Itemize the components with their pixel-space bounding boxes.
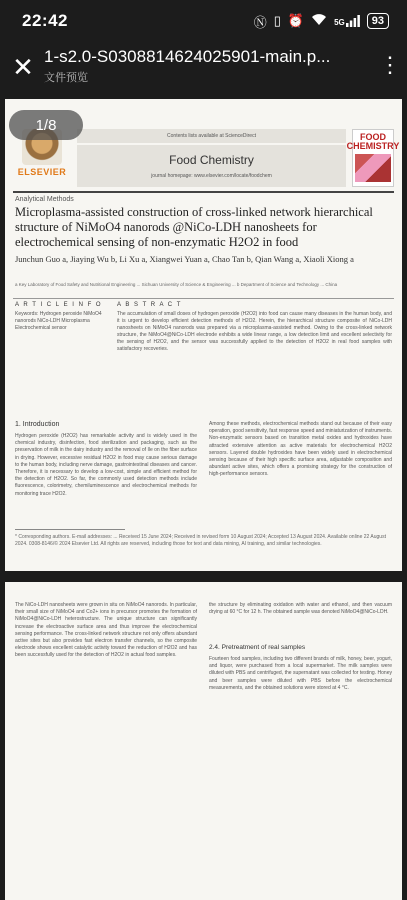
status-bar	[0, 0, 407, 42]
wifi-icon	[311, 14, 327, 29]
cover-title: FOOD CHEMISTRY	[346, 132, 400, 151]
article-info-heading: A R T I C L E I N F O	[15, 302, 103, 308]
abstract-heading: A B S T R A C T	[117, 302, 182, 308]
page2-right-column-2: Fourteen food samples, including two different brands of milk, honey, beer, yogurt, and liquor, were purchased from a local supermarket. The milk samples were diluted with PBS and centrifuged, the supernatant was collected for testing. Honey and beer samples were diluted with PBS before the electrochemical measurements, and the obtained solutions were stored at 4 °C.	[209, 656, 392, 691]
signal-5g-icon	[334, 15, 360, 27]
journal-box	[77, 129, 346, 187]
file-title: 1-s2.0-S0308814624025901-main.p...	[44, 47, 331, 66]
file-subtitle: 文件预览	[44, 72, 88, 84]
journal-homepage[interactable]: journal homepage: www.elsevier.com/locate/foodchem	[151, 173, 272, 179]
more-options-icon[interactable]: ⋮	[379, 52, 401, 77]
status-icons	[254, 12, 389, 31]
affiliations: a Key Laboratory of Food Safety and Nutritional Engineering ... Sichuan University of Science & Engineering ... b Department of Science and Technology ... China	[15, 282, 338, 287]
abstract-text: The accumulation of small doses of hydrogen peroxide (H2O2) into food can cause many diseases in the human body, and it is urgent to develop efficient detection methods of H2O2. Herein, the hierarchical structure composite of NiCo-LDH nanosheets on NiMoO4 nanorods was prepared via a microplasma-assisted method. Owing to the cross-linked network structure, the NiMoO4@NiCo-LDH electrode exhibits a wide linear range, a low detection limit and excellent selectivity for the sensing of H2O2, and the sensor was successfully applied to the detection of H2O2 in real food samples with satisfactory recoveries.	[117, 311, 392, 352]
app-bar	[0, 46, 407, 92]
nfc-icon: Ⓝ	[253, 14, 267, 30]
journal-main	[77, 145, 346, 187]
cover-image	[355, 154, 391, 182]
intro-heading: 1. Introduction	[15, 421, 60, 428]
footnote-rule	[15, 529, 125, 530]
journal-name: Food Chemistry	[169, 153, 254, 167]
close-icon[interactable]: ✕	[12, 51, 34, 82]
page-counter: 1/8	[9, 110, 83, 140]
info-rule	[13, 298, 394, 299]
page2-left-column: The NiCo-LDH nanosheets were grown in situ on NiMoO4 nanorods. In particular, their small size of NiMoO4 and Co2+ ions in precursor promotes the formation of NiMoO4@NiCo-LDH heterostructure. The unique structure can significantly increase the electroactive surface area and thus improve the electrochemical sensing performance. The cross-linked network structure not only offers abundant active sites but also provides fast electron transfer channels, so the composite electrode shows excellent catalytic activity toward the reduction of H2O2 and has been successfully used for the detection of H2O2 in actual food samples.	[15, 602, 197, 659]
contents-line[interactable]: Contents lists available at ScienceDirect	[77, 129, 346, 143]
battery-icon: 93	[367, 13, 389, 29]
vibrate-icon: ▯	[273, 13, 281, 28]
article-type: Analytical Methods	[15, 196, 74, 203]
pdf-page-2[interactable]	[5, 582, 402, 900]
keywords: Keywords: Hydrogen peroxide NiMoO4 nanorods NiCo-LDH Microplasma Electrochemical sensor	[15, 311, 102, 331]
pdf-page-1[interactable]	[5, 99, 402, 571]
page2-right-column: the structure by eliminating oxidation with water and ethanol, and then vacuum drying at 60 °C for 12 h. The obtained sample was denoted NiMoO4@NiCo-LDH.	[209, 602, 392, 616]
network-label: 5G	[334, 18, 345, 27]
alarm-icon: ⏰	[287, 13, 305, 28]
authors: Junchun Guo a, Jiaying Wu b, Li Xu a, Xiangwei Yuan a, Chao Tan b, Qian Wang a, Xiaoli Xiong a	[15, 254, 354, 264]
clock: 22:42	[22, 11, 68, 30]
article-title: Microplasma-assisted construction of cross-linked network hierarchical structure of NiMoO4 nanorods @NiCo-LDH nanosheets for electrochemical sensing of non-enzymatic H2O2 in food	[15, 205, 373, 249]
intro-left-column: Hydrogen peroxide (H2O2) has remarkable activity and is widely used in the chemical industry, disinfection, food sterilization and packaging, such as the preservation of milk in the dairy industry and the removal of Ile on the fiber surface in drying. However, excessive residual H2O2 in food may cause serious damage to the human body, including nerve damage, gastrointestinal diseases and cancer. Therefore, it is necessary to develop a low-cost, simple and efficient method for the detection of H2O2. So far, the commonly used detection methods include fluorescence, colorimetry, chemiluminescence and electrochemical methods for monitoring trace H2O2.	[15, 433, 197, 497]
header-rule	[13, 191, 394, 193]
title-block	[44, 46, 373, 85]
intro-right-column: Among these methods, electrochemical methods stand out because of their easy operation, good sensitivity, fast response speed and miniaturization of instruments. Non-enzymatic sensors based on transition metal oxides and hydroxides have attracted extensive attention as active materials for electrochemical H2O2 sensors. Layered double hydroxides have been widely used in electrochemical sensing because of their high specific surface area, adjustable composition and abundant active sites, which offers a promising strategy for the construction of high-performance sensors.	[209, 421, 392, 478]
page2-section-heading: 2.4. Pretreatment of real samples	[209, 644, 306, 651]
journal-cover	[346, 129, 400, 187]
publisher-name: ELSEVIER	[17, 167, 67, 177]
footnotes: * Corresponding authors. E-mail addresses: ... Received 15 June 2024; Received in revised form 10 August 2024; Accepted 13 August 2024. Available online 22 August 2024. 0308-8146/© 2024 Elsevier Ltd. All rights are reserved, including those for text and data mining, AI training, and similar technologies.	[15, 534, 386, 547]
